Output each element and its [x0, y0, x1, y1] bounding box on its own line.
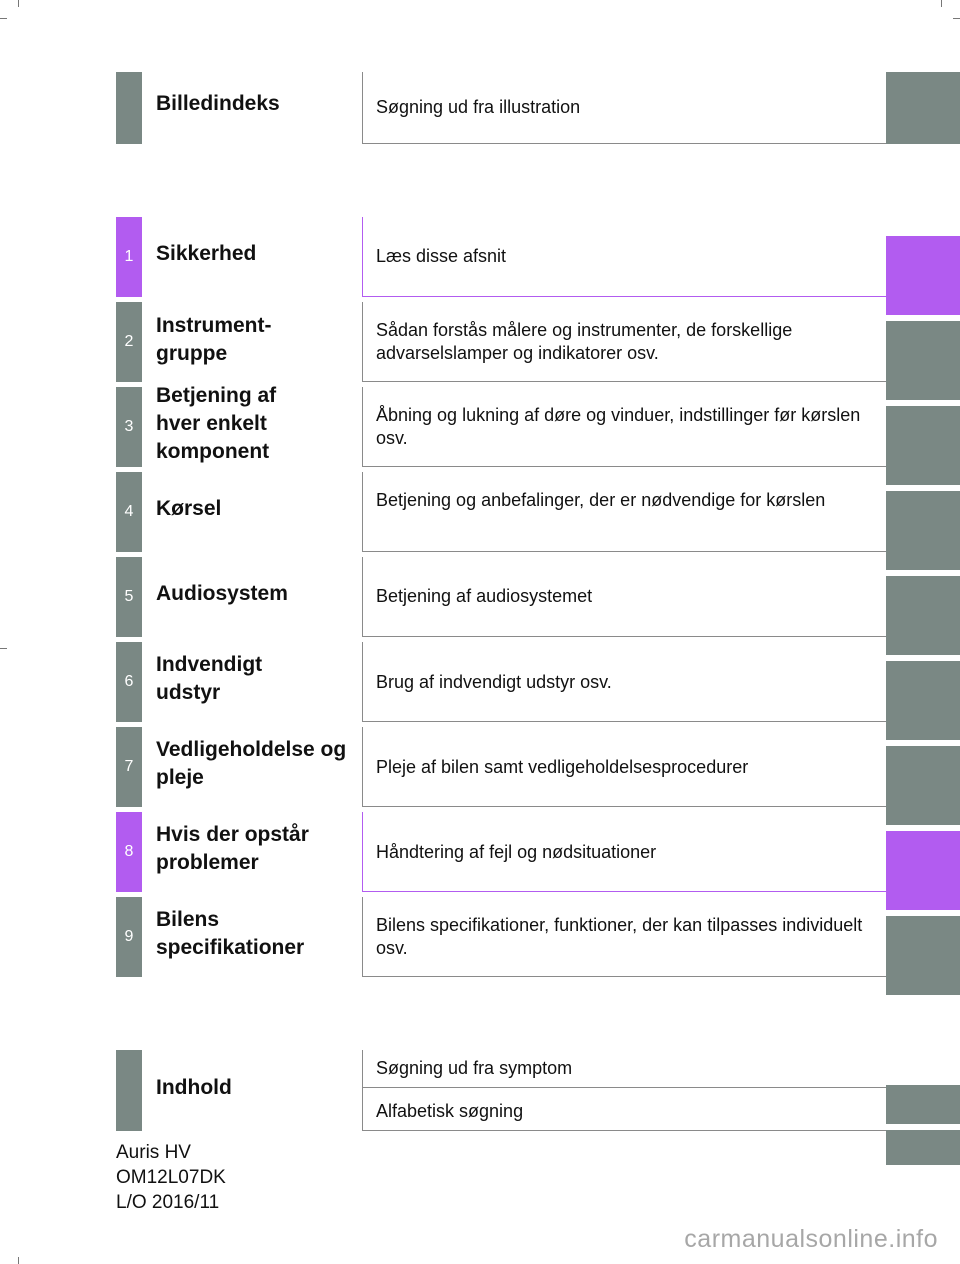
thumb-tab-9[interactable] — [886, 916, 960, 995]
thumb-tab-index-alphabetical[interactable] — [886, 1130, 960, 1165]
footer-model: Auris HV — [116, 1142, 191, 1163]
thumb-tab-index-symptom[interactable] — [886, 1085, 960, 1124]
chapter-title: Kørsel — [156, 497, 222, 520]
chapter-description-box — [362, 557, 886, 637]
chapter-row[interactable] — [116, 302, 886, 382]
watermark: carmanualsonline.info — [684, 1225, 938, 1253]
chapter-title: Hvis der opstår problemer — [156, 823, 309, 874]
chapter-number: 9 — [116, 897, 142, 977]
chapter-number: 6 — [116, 642, 142, 722]
chapter-number: 4 — [116, 472, 142, 552]
chapter-title: Vedligeholdelse og pleje — [156, 738, 347, 789]
thumb-tab-3[interactable] — [886, 406, 960, 485]
index-divider — [363, 1087, 886, 1088]
chapter-title: Indvendigt udstyr — [156, 653, 263, 704]
chapter-description: Håndtering af fejl og nødsituationer — [376, 842, 657, 862]
chapter-row[interactable] — [116, 642, 886, 722]
chapter-description-box — [362, 727, 886, 807]
chapter-description-box — [362, 812, 886, 892]
chapter-number: 1 — [116, 217, 142, 297]
chapter-description: Brug af indvendigt udstyr osv. — [376, 672, 612, 692]
chapter-row[interactable] — [116, 472, 886, 552]
crop-mark — [0, 648, 7, 649]
chapter-title: Betjening af hver enkelt komponent — [156, 384, 277, 463]
index-marker — [116, 72, 142, 144]
chapter-description: Sådan forstås målere og instrumenter, de forskellige advarselslamper og indikatorer osv. — [376, 320, 793, 363]
chapter-description: Betjening og anbefalinger, der er nødvendige for kørslen — [376, 490, 826, 510]
thumb-tab-1[interactable] — [886, 236, 960, 315]
chapter-title: Instrument- gruppe — [156, 314, 272, 365]
index-section-row — [116, 1050, 886, 1131]
chapter-number: 2 — [116, 302, 142, 382]
chapter-number: 8 — [116, 812, 142, 892]
chapter-row[interactable] — [116, 217, 886, 297]
thumb-tab-5[interactable] — [886, 576, 960, 655]
chapter-title: Bilens specifikationer — [156, 908, 305, 959]
footer-lo: L/O 2016/11 — [116, 1192, 220, 1213]
image-index-description: Søgning ud fra illustration — [376, 97, 581, 117]
chapter-row[interactable] — [116, 897, 886, 977]
thumb-tab-2[interactable] — [886, 321, 960, 400]
chapter-row[interactable] — [116, 727, 886, 807]
crop-mark — [941, 0, 942, 7]
chapter-description-box — [362, 387, 886, 467]
crop-mark — [0, 18, 7, 19]
thumb-tab-4[interactable] — [886, 491, 960, 570]
chapter-title: Sikkerhed — [156, 242, 257, 265]
thumb-tab-image-index[interactable] — [886, 72, 960, 144]
symptom-search-link[interactable]: Søgning ud fra symptom — [376, 1058, 573, 1078]
thumb-tab-6[interactable] — [886, 661, 960, 740]
chapter-title: Audiosystem — [156, 582, 288, 605]
index-section-title: Indhold — [156, 1076, 232, 1099]
chapter-description-box — [362, 472, 886, 552]
chapter-description-box — [362, 302, 886, 382]
chapter-number: 5 — [116, 557, 142, 637]
thumb-tab-7[interactable] — [886, 746, 960, 825]
image-index-row[interactable] — [116, 72, 886, 144]
crop-mark — [953, 18, 960, 19]
index-section-box — [362, 1050, 886, 1131]
chapter-description-box — [362, 217, 886, 297]
chapter-number: 3 — [116, 387, 142, 467]
chapter-description: Bilens specifikationer, funktioner, der kan tilpasses individuelt osv. — [376, 915, 863, 958]
image-index-description-box — [362, 72, 886, 144]
crop-mark — [18, 1257, 19, 1264]
chapter-description-box — [362, 642, 886, 722]
chapter-row[interactable] — [116, 384, 886, 467]
chapter-description: Åbning og lukning af døre og vinduer, indstillinger før kørslen osv. — [376, 405, 861, 448]
chapter-row[interactable] — [116, 557, 886, 637]
footer-code: OM12L07DK — [116, 1167, 226, 1188]
chapter-row[interactable] — [116, 812, 886, 892]
chapter-description: Pleje af bilen samt vedligeholdelsesprocedurer — [376, 757, 749, 777]
crop-mark — [18, 0, 19, 7]
thumb-tab-8[interactable] — [886, 831, 960, 910]
chapter-number: 7 — [116, 727, 142, 807]
alphabetical-search-link[interactable]: Alfabetisk søgning — [376, 1101, 524, 1121]
chapter-description: Betjening af audiosystemet — [376, 586, 593, 606]
image-index-title: Billedindeks — [156, 92, 280, 115]
chapter-description: Læs disse afsnit — [376, 246, 507, 266]
chapter-description-box — [362, 897, 886, 977]
footer — [116, 1140, 226, 1215]
index-marker — [116, 1050, 142, 1131]
